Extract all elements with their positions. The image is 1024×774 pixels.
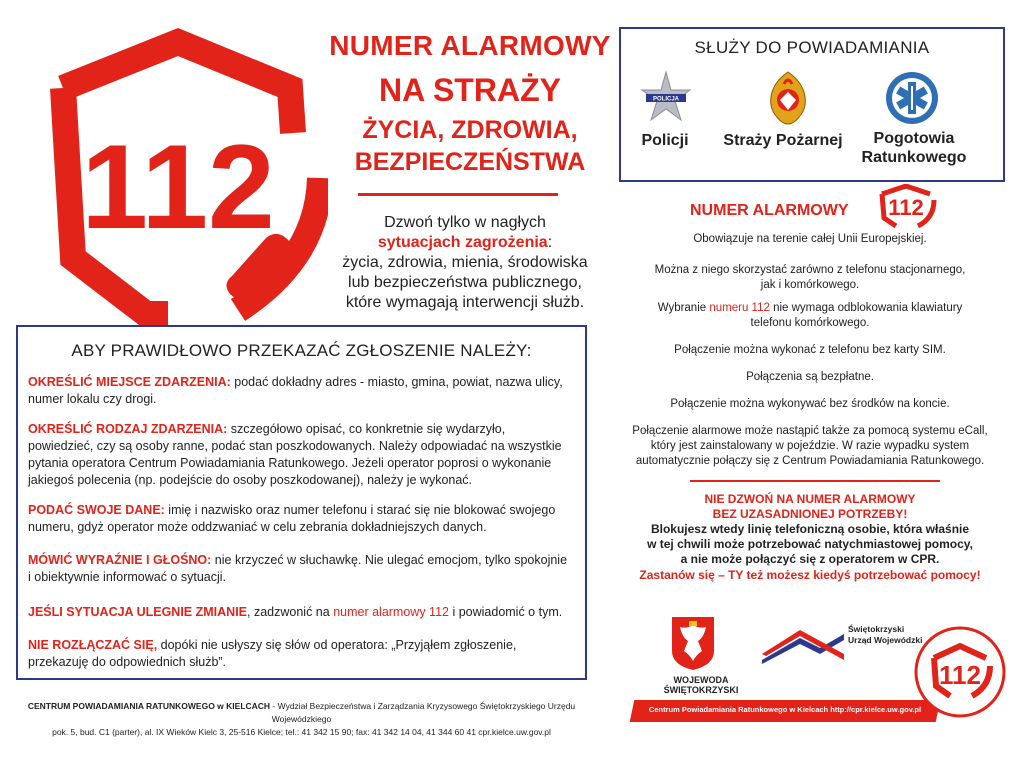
services-title: SŁUŻY DO POWIADAMIANIA [694,38,930,57]
intro-highlight: sytuacjach zagrożenia [377,234,548,251]
info-p1: Obowiązuje na terenie całej Unii Europejskiej. [693,233,927,245]
info-p3-b: nie wymaga odblokowania klawiatury [769,302,963,314]
ambulance-label [855,129,973,167]
police-badge-icon [638,70,694,126]
112-small-logo [874,184,938,228]
step-text: , zadzwonić na [247,605,334,619]
uw-label [848,624,922,646]
warning-divider [690,480,940,482]
step-tail: i powiadomić o tym. [448,605,563,619]
report-step [28,552,573,586]
step-text: podać dokładny adres - miasto, gmina, powiat, nazwa ulicy, numer lokalu czy drogi. [28,375,563,406]
warning-body [630,522,990,567]
headline-line-4: BEZPIECZEŃSTWA [354,148,586,176]
headline-line-2: NA STRAŻY [379,72,561,108]
report-step [28,374,573,408]
swietokrzyski-office-logo [760,624,846,664]
info-p7-c: automatycznie połączy się z Centrum Powiadamiania Ratunkowego. [635,455,985,467]
fire-brigade-label: Straży Pożarnej [723,132,843,149]
intro-paragraph [316,213,614,313]
warning-title-1: NIE DZWOŃ NA NUMER ALARMOWY [704,492,916,506]
info-p2 [630,263,990,293]
step-text: dopóki nie usłyszy się słów od operatora: „Przyjąłem zgłoszenie, przekazuję do odpowiednich służb”. [28,638,517,669]
112-logo [28,28,328,328]
report-step [28,637,573,671]
intro-rest-1: życia, zdrowia, mienia, środowiska [342,254,588,271]
footer-line-1: - Wydział Bezpieczeństwa i Zarządzania Kryzysowego Świętokrzyskiego Urzędu Wojewódzkiego [270,701,576,724]
step-text: nie krzyczeć w słuchawkę. Nie ulegać emocjom, tylko spokojnie i obiektywnie informować o sytuacji. [28,553,568,584]
step-highlight: numer alarmowy 112 [333,605,449,619]
footer-line-2: pok. 5, bud. C1 (parter), al. IX Wieków Kielc 3, 25-516 Kielce; tel.: 41 342 15 90; fax: 41 342 14 04, 41 344 60 41 cpr.kielce.uw.gov.pl [52,727,551,737]
step-label: OKREŚLIĆ MIEJSCE ZDARZENIA: [28,375,231,389]
uw-label-line-1: Świętokrzyski [848,624,905,634]
info-p2-b: jak i komórkowego. [760,279,860,291]
logo-number: 112 [81,120,275,254]
polish-eagle-emblem-icon [670,615,716,671]
step-label: OKREŚLIĆ RODZAJ ZDARZENIA: [28,422,228,436]
ambulance-star-of-life-icon [884,70,940,126]
info-p3-highlight: numeru 112 [709,302,770,314]
112-round-logo [914,626,1006,718]
step-label: MÓWIĆ WYRAŹNIE I GŁOŚNO: [28,553,212,567]
report-step [28,421,573,489]
step-text: szczegółowo opisać, co konkretnie się wydarzyło, powiedzieć, czy są osoby ranne, podać stan poszkodowanych. Należy odpowiadać na wszystkie pytania operatora Centrum Powiadamiania Ratunkowego. Jeżeli operator poprosi o wykonanie jakiegoś polecenia (np. podejście do osoby poszkodowanej), należy je wykonać. [28,422,562,487]
round-logo-number: 112 [939,660,981,690]
warning-title [630,492,990,522]
footer-org: CENTRUM POWIADAMIANIA RATUNKOWEGO w KIELCACH [27,701,271,711]
info-p5: Połączenia są bezpłatne. [746,371,874,383]
police-badge-text: POLICJA [652,96,680,103]
step-label: PODAĆ SWOJE DANE: [28,503,165,517]
ambulance-label-line-1: Pogotowia [873,130,955,147]
headline-line-3: ŻYCIA, ZDROWIA, [362,116,578,144]
intro-rest-3: które wymagają interwencji służb. [345,294,585,311]
footer-contact [16,700,587,739]
ambulance-label-line-2: Ratunkowego [861,149,967,166]
fire-brigade-emblem-icon [760,70,816,126]
info-p4: Połączenie można wykonać z telefonu bez karty SIM. [674,344,946,356]
step-label: NIE ROZŁĄCZAĆ SIĘ, [28,638,158,652]
intro-pre: Dzwoń tylko w nagłych [384,214,546,231]
step-text: imię i nazwisko oraz numer telefonu i starać się nie blokować swojego numeru, gdyż operator może oddzwaniać w celu zebrania dokładniejszych danych. [28,503,556,534]
headline-divider [358,193,558,196]
info-p3 [630,301,990,331]
warning-body-2: w tej chwili może potrzebować natychmiastowej pomocy, [647,537,973,551]
info-p2-a: Można z niego skorzystać zarówno z telefonu stacjonarnego, [654,264,966,276]
info-p7 [630,424,990,469]
warning-title-2: BEZ UZASADNIONEJ POTRZEBY! [712,507,908,521]
info-p3-c: telefonu komórkowego. [750,317,870,329]
intro-colon: : [547,234,553,251]
report-step [28,502,573,536]
info-p3-a: Wybranie [657,302,710,314]
right-info-title: NUMER ALARMOWY [690,202,849,219]
wojewoda-label: WOJEWODA ŚWIĘTOKRZYSKI [663,675,739,695]
info-p6: Połączenie można wykonywać bez środków na koncie. [670,398,950,410]
info-p7-a: Połączenie alarmowe może nastąpić także za pomocą systemu eCall, [632,425,988,437]
warning-body-3: a nie może połączyć się z operatorem w CPR. [680,552,940,566]
footer-band-text: Centrum Powiadamiania Ratunkowego w Kielcach http://cpr.kielce.uw.gov.pl [648,705,922,714]
police-label: Policji [641,132,689,149]
info-p7-b: który jest zainstalowany w pojeździe. W razie wypadku system [650,440,970,452]
step-label: JEŚLI SYTUACJA ULEGNIE ZMIANIE [28,605,248,619]
intro-rest-2: lub bezpieczeństwa publicznego, [348,274,582,291]
report-step [28,604,573,621]
small-logo-number: 112 [888,195,924,220]
warning-body-1: Blokujesz wtedy linię telefoniczną osobie, która właśnie [650,522,970,536]
report-title: ABY PRAWIDŁOWO PRZEKAZAĆ ZGŁOSZENIE NALEŻY: [71,341,532,360]
uw-label-line-2: Urząd Wojewódzki [848,635,923,645]
warning-closing: Zastanów się – TY też możesz kiedyś potrzebować pomocy! [639,568,981,582]
headline-line-1: NUMER ALARMOWY [329,30,611,61]
